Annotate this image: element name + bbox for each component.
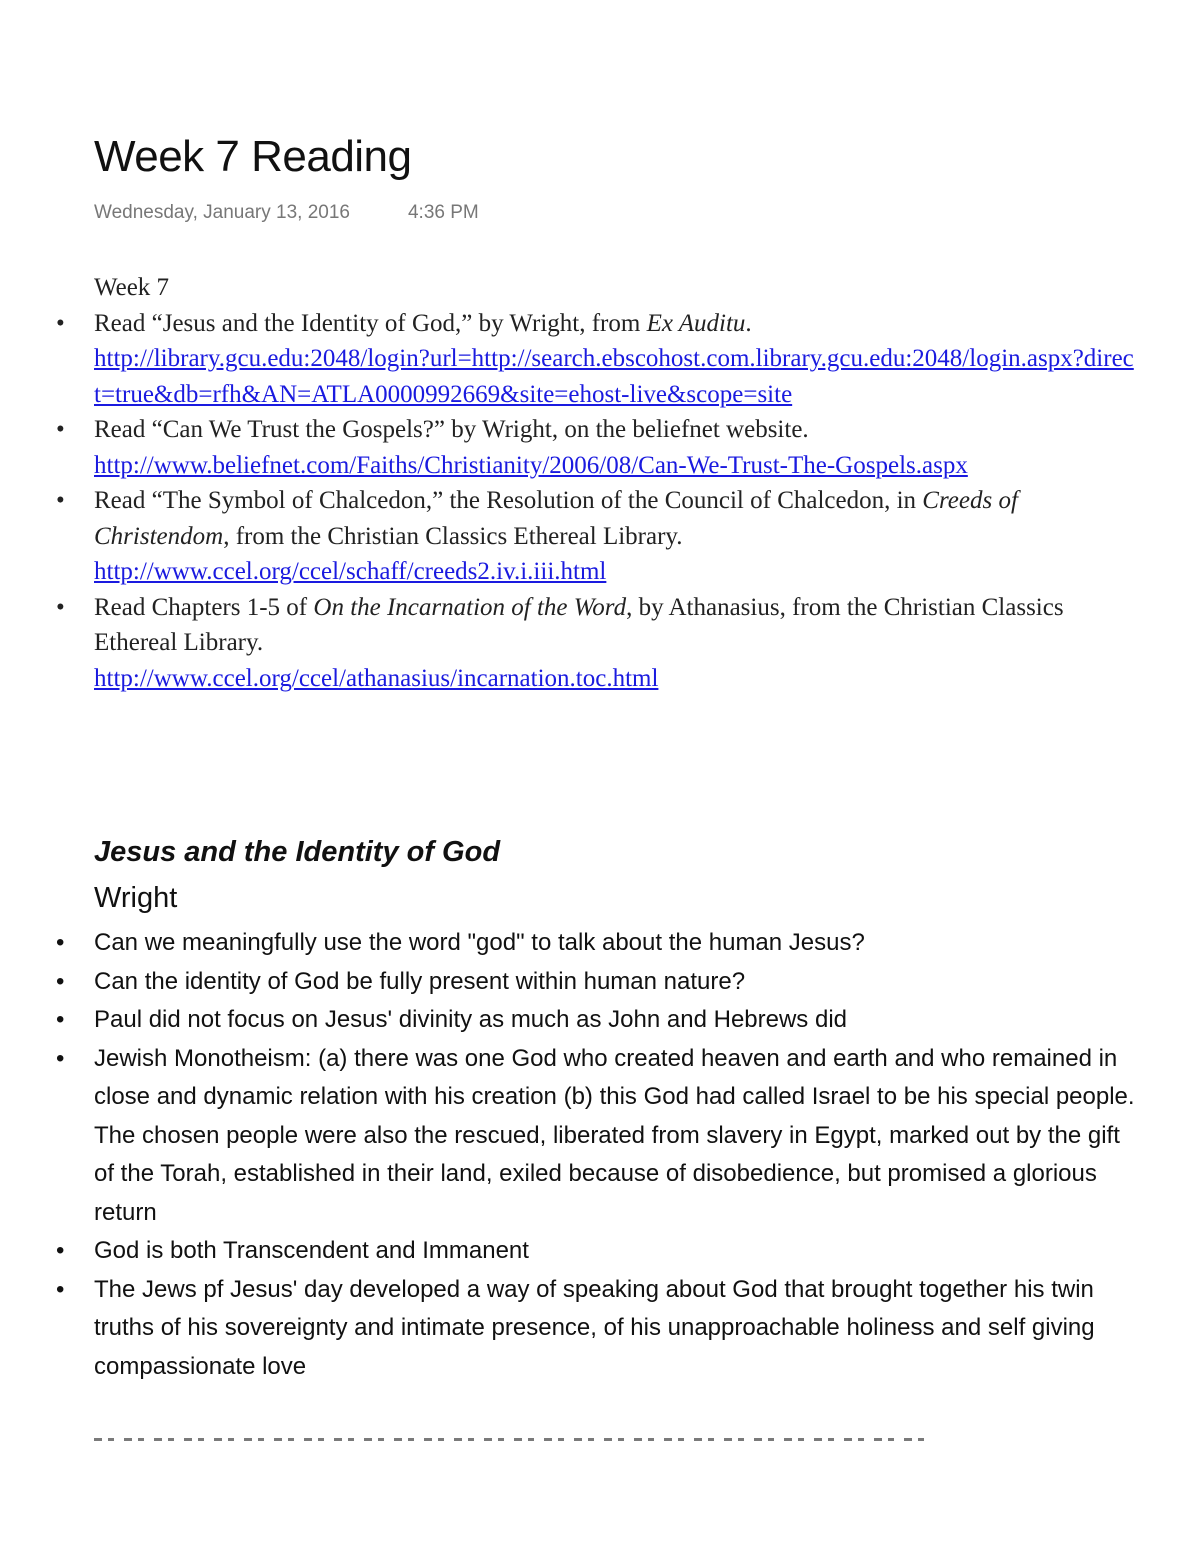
reading-link[interactable]: http://www.ccel.org/ccel/athanasius/incarnation.toc.html bbox=[94, 664, 659, 692]
reading-text: Read “Jesus and the Identity of God,” by Wright, from bbox=[94, 309, 647, 337]
reading-link[interactable]: http://library.gcu.edu:2048/login?url=http://search.ebscohost.com.library.gcu.edu:2048/login.aspx?direct=true&db=rfh&AN=ATLA0000992669&site=ehost-live&scope=site bbox=[94, 345, 1134, 408]
bullet-icon: • bbox=[56, 1044, 65, 1072]
reading-text: Read “Can We Trust the Gospels?” by Wright, on the beliefnet website. bbox=[94, 416, 809, 443]
page-date: Wednesday, January 13, 2016 bbox=[94, 202, 350, 223]
notes-list bbox=[56, 924, 1136, 1386]
reading-text: Read Chapters 1-5 of bbox=[94, 593, 314, 621]
note-text: The Jews pf Jesus' day developed a way of speaking about God that brought together his twin truths of his sovereignty and intimate presence, of his unapproachable holiness and self giving compassionate love bbox=[94, 1275, 1095, 1380]
note-text: Can the identity of God be fully present within human nature? bbox=[94, 967, 746, 995]
reading-item bbox=[56, 412, 1136, 483]
note-item bbox=[56, 1271, 1136, 1387]
bullet-icon: • bbox=[56, 1006, 65, 1033]
reading-title-italic: Ex Auditu bbox=[646, 309, 746, 337]
reading-item bbox=[56, 483, 1136, 590]
note-item bbox=[56, 1232, 1136, 1271]
notes-heading: Jesus and the Identity of God bbox=[94, 836, 501, 868]
note-text: Can we meaningfully use the word "god" to talk about the human Jesus? bbox=[94, 929, 865, 956]
reading-text-after: , by Athanasius, from the Christian Classics Ethereal Library. bbox=[94, 593, 1064, 656]
page-title: Week 7 Reading bbox=[94, 132, 412, 181]
note-text: Jewish Monotheism: (a) there was one God who created heaven and earth and who remained in close and dynamic relation with his creation (b) this God had called Israel to be his special people. The chosen people were also the rescued, liberated from slavery in Egypt, marked out by the gift of the Torah, established in their land, exiled because of disobedience, but promised a glorious return bbox=[94, 1044, 1135, 1226]
page-timestamp bbox=[94, 202, 479, 224]
note-item bbox=[56, 1001, 1136, 1040]
readings-section bbox=[56, 270, 1136, 696]
note-text: Paul did not focus on Jesus' divinity as much as John and Hebrews did bbox=[94, 1006, 847, 1033]
reading-title-italic: On the Incarnation of the Word bbox=[313, 593, 627, 621]
page-time: 4:36 PM bbox=[407, 202, 479, 223]
bullet-icon: • bbox=[56, 1237, 65, 1264]
reading-item bbox=[56, 590, 1136, 697]
note-item bbox=[56, 1040, 1136, 1233]
notes-author: Wright bbox=[94, 882, 178, 914]
reading-text-after: . bbox=[745, 309, 752, 337]
bullet-icon: • bbox=[56, 1275, 65, 1303]
cutoff-line-decoration bbox=[94, 1438, 934, 1441]
week-label: Week 7 bbox=[94, 274, 170, 301]
readings-list bbox=[56, 306, 1136, 697]
bullet-icon: • bbox=[56, 929, 65, 956]
reading-text: Read “The Symbol of Chalcedon,” the Resolution of the Council of Chalcedon, in bbox=[94, 487, 923, 514]
reading-item bbox=[56, 306, 1136, 413]
bullet-icon: • bbox=[56, 487, 65, 514]
reading-link[interactable]: http://www.beliefnet.com/Faiths/Christianity/2006/08/Can-We-Trust-The-Gospels.aspx bbox=[94, 451, 968, 479]
note-text: God is both Transcendent and Immanent bbox=[94, 1237, 529, 1264]
reading-link[interactable]: http://www.ccel.org/ccel/schaff/creeds2.iv.i.iii.html bbox=[94, 558, 607, 585]
note-item bbox=[56, 963, 1136, 1002]
bullet-icon: • bbox=[56, 967, 65, 995]
reading-text-after: , from the Christian Classics Ethereal Library. bbox=[223, 522, 683, 550]
page-cutoff-text-fragment bbox=[56, 1438, 1136, 1448]
bullet-icon: • bbox=[56, 416, 65, 443]
reading-title-italic: Creeds of Christendom bbox=[94, 487, 1018, 550]
notes-section bbox=[56, 924, 1136, 1386]
bullet-icon: • bbox=[56, 309, 65, 337]
note-item bbox=[56, 924, 1136, 963]
bullet-icon: • bbox=[56, 593, 65, 621]
